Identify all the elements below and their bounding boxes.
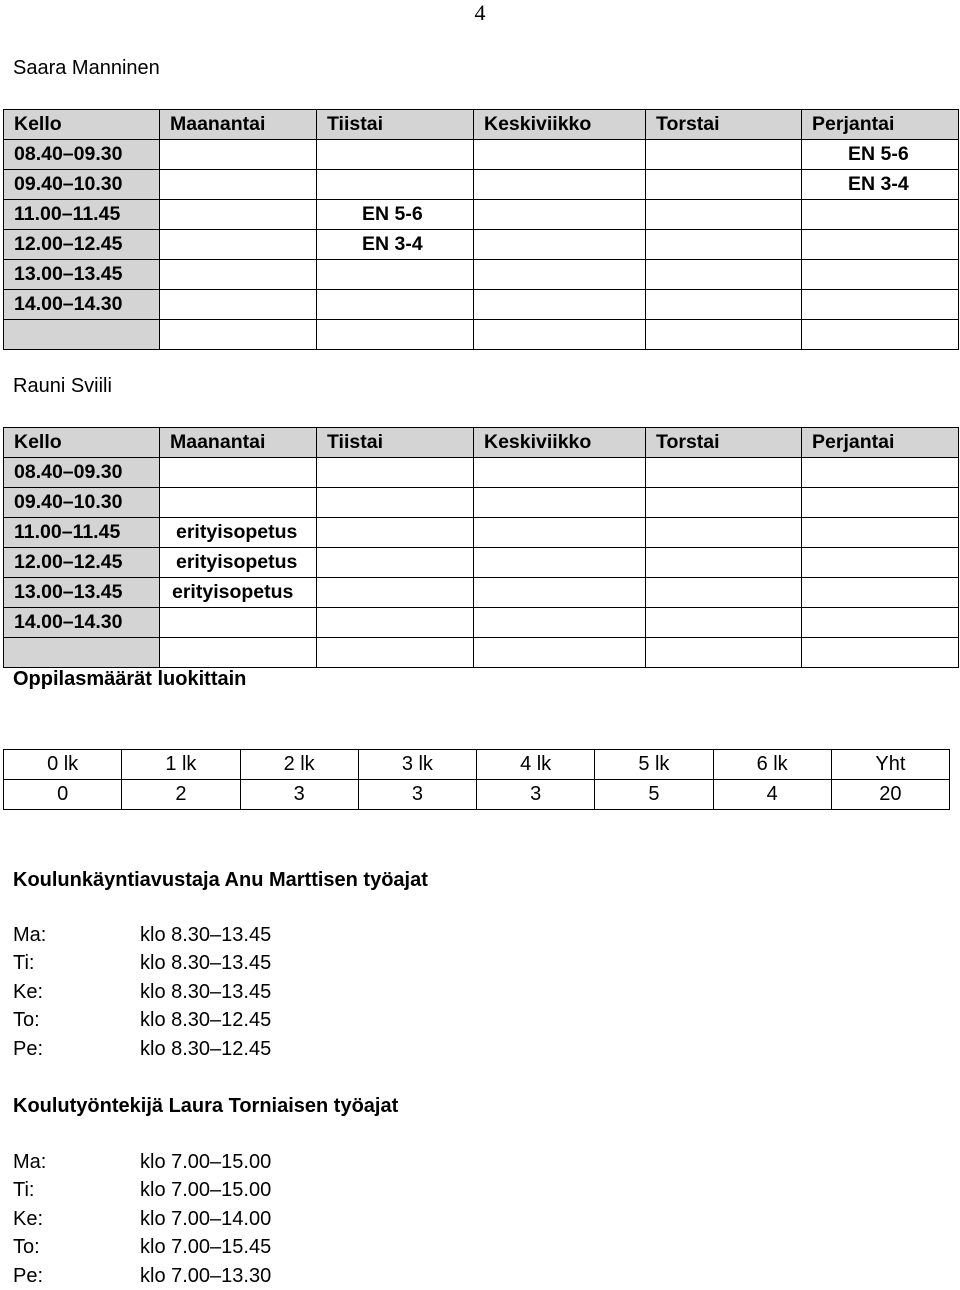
hours-row	[13, 1233, 271, 1261]
hours-value: klo 7.00–15.00	[140, 1179, 272, 1202]
lesson-cell	[646, 608, 802, 638]
lesson-cell	[160, 260, 317, 290]
lesson-cell	[160, 608, 317, 638]
grade-count: 4	[713, 780, 831, 810]
schedule-row	[4, 578, 959, 608]
lesson-cell	[474, 200, 646, 230]
hours-row	[13, 1148, 271, 1176]
schedule-header-row	[4, 110, 959, 140]
time-cell: 08.40–09.30	[4, 140, 160, 170]
empty-cell	[160, 320, 317, 350]
teacher-name-saara: Saara Manninen	[13, 57, 160, 79]
hours-value: klo 8.30–12.45	[140, 1009, 272, 1032]
lesson-cell	[646, 488, 802, 518]
lesson-cell	[160, 578, 317, 608]
lesson-cell	[646, 260, 802, 290]
schedule-row	[4, 230, 959, 260]
lesson-cell	[317, 518, 474, 548]
schedule-row	[4, 458, 959, 488]
hours-value: klo 7.00–15.45	[140, 1236, 272, 1259]
schedule-row	[4, 140, 959, 170]
lesson-cell	[802, 230, 959, 260]
header-tiistai: Tiistai	[317, 110, 474, 140]
schedule-row	[4, 170, 959, 200]
assistant-hours-title: Koulunkäyntiavustaja Anu Marttisen työajat	[13, 869, 428, 891]
schedule-row	[4, 290, 959, 320]
time-cell: 12.00–12.45	[4, 230, 160, 260]
time-cell: 09.40–10.30	[4, 170, 160, 200]
header-torstai: Torstai	[646, 428, 802, 458]
hours-row	[13, 921, 271, 949]
lesson-cell	[317, 230, 474, 260]
time-cell: 11.00–11.45	[4, 200, 160, 230]
hours-row	[13, 949, 271, 977]
lesson-cell	[646, 578, 802, 608]
empty-cell	[160, 638, 317, 668]
schedule-row	[4, 260, 959, 290]
lesson-cell	[802, 290, 959, 320]
trainee-hours-list	[13, 1148, 271, 1290]
schedule-empty-row	[4, 638, 959, 668]
day-label: To:	[13, 1009, 40, 1032]
header-keskiviikko: Keskiviikko	[474, 428, 646, 458]
lesson-cell	[317, 458, 474, 488]
header-kello: Kello	[4, 110, 160, 140]
hours-value: klo 8.30–13.45	[140, 924, 272, 946]
lesson-cell	[802, 608, 959, 638]
lesson-cell	[474, 458, 646, 488]
lesson-cell	[646, 290, 802, 320]
hours-row	[13, 978, 271, 1006]
lesson-cell	[802, 260, 959, 290]
hours-row	[13, 1262, 271, 1290]
header-maanantai: Maanantai	[160, 110, 317, 140]
grade-header: 6 lk	[713, 750, 831, 780]
lesson-cell	[474, 518, 646, 548]
lesson-entry: EN 3-4	[848, 173, 909, 195]
lesson-cell	[317, 548, 474, 578]
lesson-cell	[802, 458, 959, 488]
time-cell: 09.40–10.30	[4, 488, 160, 518]
lesson-cell	[646, 200, 802, 230]
total-count: 20	[831, 780, 949, 810]
empty-cell	[802, 638, 959, 668]
pupil-counts-table	[3, 749, 950, 810]
lesson-cell	[802, 518, 959, 548]
lesson-cell	[474, 230, 646, 260]
lesson-entry: EN 5-6	[848, 143, 909, 165]
day-label: To:	[13, 1236, 40, 1259]
hours-row	[13, 1176, 271, 1204]
day-label: Ma:	[13, 924, 47, 946]
schedule-empty-row	[4, 320, 959, 350]
lesson-cell	[160, 140, 317, 170]
lesson-cell	[160, 230, 317, 260]
lesson-cell	[474, 260, 646, 290]
grade-count: 2	[122, 780, 240, 810]
lesson-cell	[646, 548, 802, 578]
lesson-entry: erityisopetus	[176, 521, 298, 543]
empty-cell	[646, 320, 802, 350]
lesson-cell	[474, 140, 646, 170]
lesson-cell	[317, 200, 474, 230]
lesson-cell	[160, 518, 317, 548]
hours-value: klo 7.00–15.00	[140, 1151, 272, 1173]
pupil-counts-title: Oppilasmäärät luokittain	[13, 668, 247, 690]
schedule-table-rauni	[3, 427, 959, 668]
lesson-cell	[160, 200, 317, 230]
lesson-cell	[160, 548, 317, 578]
grade-count: 3	[358, 780, 476, 810]
lesson-cell	[802, 140, 959, 170]
time-cell: 13.00–13.45	[4, 260, 160, 290]
lesson-cell	[474, 578, 646, 608]
day-label: Ti:	[13, 1179, 35, 1202]
hours-row	[13, 1035, 271, 1063]
lesson-cell	[317, 578, 474, 608]
grade-header: 1 lk	[122, 750, 240, 780]
time-cell: 13.00–13.45	[4, 578, 160, 608]
lesson-cell	[802, 200, 959, 230]
time-cell: 11.00–11.45	[4, 518, 160, 548]
empty-cell	[646, 638, 802, 668]
lesson-cell	[474, 488, 646, 518]
lesson-entry: erityisopetus	[176, 551, 298, 573]
grade-count: 3	[240, 780, 358, 810]
lesson-cell	[317, 140, 474, 170]
day-label: Ke:	[13, 980, 44, 1003]
empty-cell	[474, 638, 646, 668]
lesson-cell	[474, 170, 646, 200]
hours-value: klo 8.30–13.45	[140, 980, 272, 1003]
lesson-cell	[474, 608, 646, 638]
hours-value: klo 7.00–14.00	[140, 1207, 272, 1230]
hours-value: klo 8.30–12.45	[140, 1037, 272, 1060]
day-label: Pe:	[13, 1264, 44, 1287]
header-maanantai: Maanantai	[160, 428, 317, 458]
hours-value: klo 7.00–13.30	[140, 1264, 272, 1287]
schedule-row	[4, 518, 959, 548]
grade-header: 5 lk	[595, 750, 713, 780]
grade-count: 5	[595, 780, 713, 810]
empty-cell	[802, 320, 959, 350]
lesson-cell	[474, 290, 646, 320]
lesson-cell	[802, 488, 959, 518]
empty-cell	[317, 638, 474, 668]
lesson-cell	[160, 488, 317, 518]
grade-count: 3	[477, 780, 595, 810]
header-keskiviikko: Keskiviikko	[474, 110, 646, 140]
schedule-table-saara	[3, 109, 959, 350]
empty-cell	[474, 320, 646, 350]
lesson-cell	[474, 548, 646, 578]
hours-value: klo 8.30–13.45	[140, 952, 272, 975]
total-header: Yht	[831, 750, 949, 780]
lesson-cell	[802, 578, 959, 608]
lesson-cell	[317, 260, 474, 290]
day-label: Ma:	[13, 1151, 47, 1173]
lesson-cell	[646, 230, 802, 260]
hours-row	[13, 1205, 271, 1233]
time-cell: 14.00–14.30	[4, 608, 160, 638]
schedule-row	[4, 200, 959, 230]
lesson-cell	[646, 170, 802, 200]
lesson-cell	[160, 290, 317, 320]
day-label: Ke:	[13, 1207, 44, 1230]
lesson-cell	[160, 170, 317, 200]
header-torstai: Torstai	[646, 110, 802, 140]
lesson-cell	[646, 458, 802, 488]
lesson-cell	[317, 290, 474, 320]
teacher-name-rauni: Rauni Sviili	[13, 375, 112, 397]
schedule-header-row	[4, 428, 959, 458]
assistant-hours-list	[13, 921, 271, 1063]
lesson-entry: erityisopetus	[172, 581, 294, 603]
grade-header: 2 lk	[240, 750, 358, 780]
lesson-cell	[160, 458, 317, 488]
lesson-cell	[802, 170, 959, 200]
schedule-row	[4, 488, 959, 518]
header-perjantai: Perjantai	[802, 110, 959, 140]
schedule-row	[4, 548, 959, 578]
lesson-entry: EN 5-6	[362, 203, 423, 225]
lesson-cell	[646, 518, 802, 548]
page-number: 4	[474, 0, 486, 25]
grade-count: 0	[4, 780, 122, 810]
day-label: Ti:	[13, 952, 35, 975]
day-label: Pe:	[13, 1037, 44, 1060]
time-cell: 14.00–14.30	[4, 290, 160, 320]
hours-row	[13, 1006, 271, 1034]
lesson-cell	[317, 170, 474, 200]
grade-header: 0 lk	[4, 750, 122, 780]
time-cell: 12.00–12.45	[4, 548, 160, 578]
lesson-cell	[317, 488, 474, 518]
lesson-cell	[646, 140, 802, 170]
schedule-row	[4, 608, 959, 638]
lesson-cell	[317, 608, 474, 638]
empty-cell	[317, 320, 474, 350]
header-perjantai: Perjantai	[802, 428, 959, 458]
header-kello: Kello	[4, 428, 160, 458]
empty-cell	[4, 320, 160, 350]
lesson-entry: EN 3-4	[362, 233, 423, 255]
grade-header: 3 lk	[358, 750, 476, 780]
grade-header: 4 lk	[477, 750, 595, 780]
header-tiistai: Tiistai	[317, 428, 474, 458]
pupil-counts-header-row	[4, 750, 950, 780]
trainee-hours-title: Koulutyöntekijä Laura Torniaisen työajat	[13, 1095, 399, 1117]
empty-cell	[4, 638, 160, 668]
pupil-counts-value-row	[4, 780, 950, 810]
lesson-cell	[802, 548, 959, 578]
time-cell: 08.40–09.30	[4, 458, 160, 488]
